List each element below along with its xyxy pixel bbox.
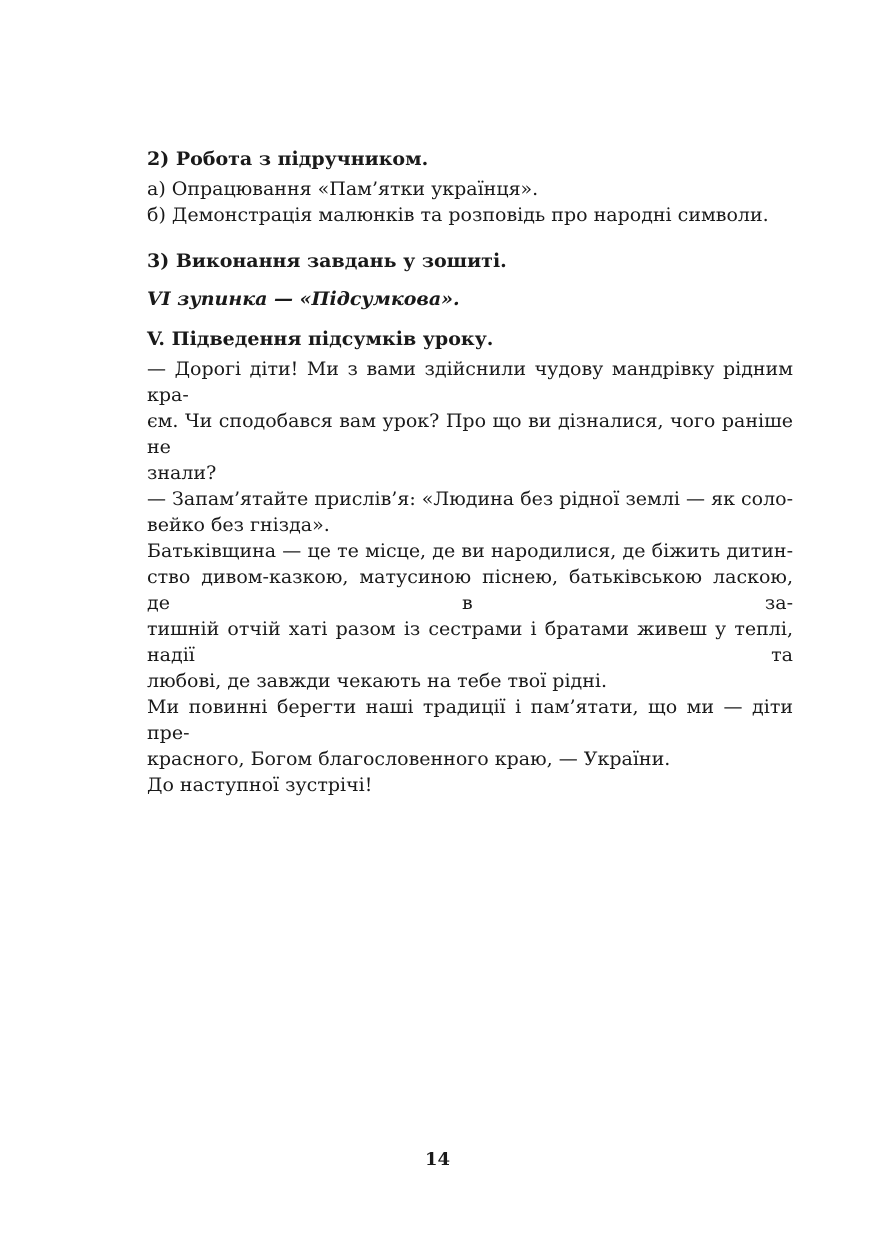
paragraph-line: вейко без гнізда».	[147, 514, 330, 536]
page-number: 14	[424, 1149, 451, 1170]
paragraph-line: знали?	[147, 462, 217, 484]
paragraph-line: Батьківщина — це те місце, де ви народилися, де біжить дитин-	[147, 540, 793, 562]
section-heading-summary: V. Підведення підсумків уроку.	[147, 328, 494, 350]
list-item-memo: а) Опрацювання «Пам’ятки українця».	[147, 178, 539, 200]
paragraph-line: — Дорогі діти! Ми з вами здійснили чудову мандрівку рідним кра-	[147, 358, 793, 406]
paragraph-line: До наступної зустрічі!	[147, 774, 373, 796]
list-item-demonstration: б) Демонстрація малюнків та розповідь про народні символи.	[147, 204, 769, 226]
paragraph-line: ство дивом-казкою, матусиною піснею, батьківською ласкою, де в за-	[147, 566, 793, 614]
paragraph-line: любові, де завжди чекають на тебе твої рідні.	[147, 670, 608, 692]
paragraph-line: тишній отчій хаті разом із сестрами і братами живеш у теплі, надії та	[147, 618, 793, 666]
paragraph-line: єм. Чи сподобався вам урок? Про що ви дізналися, чого раніше не	[147, 410, 793, 458]
section-heading-workbook: 3) Виконання завдань у зошиті.	[147, 250, 507, 272]
section-heading-stop: VI зупинка — «Підсумкова».	[147, 288, 460, 310]
section-heading-textbook: 2) Робота з підручником.	[147, 148, 429, 170]
paragraph-line: Ми повинні берегти наші традиції і пам’ятати, що ми — діти пре-	[147, 696, 793, 744]
paragraph-line: красного, Богом благословенного краю, — України.	[147, 748, 671, 770]
page-content	[147, 146, 793, 798]
paragraph-line: — Запам’ятайте прислів’я: «Людина без рідної землі — як соло-	[147, 488, 793, 510]
